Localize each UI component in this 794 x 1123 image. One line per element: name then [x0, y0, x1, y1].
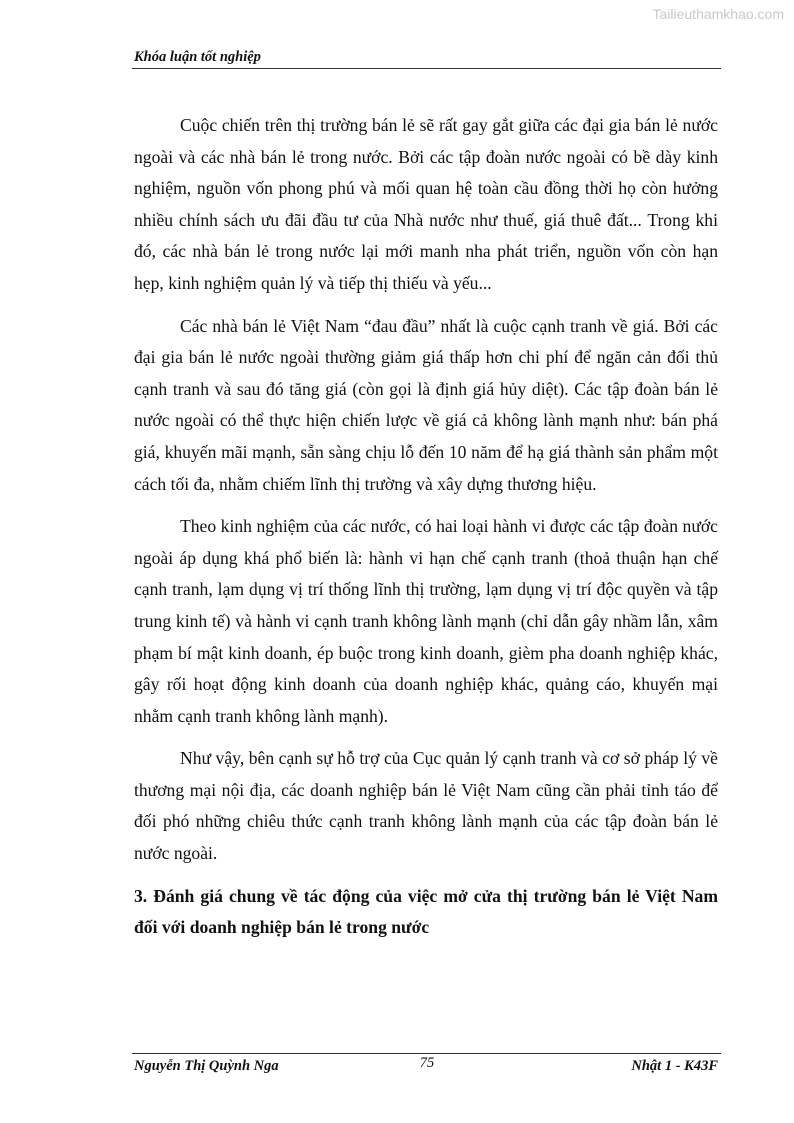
- document-body: [134, 110, 718, 944]
- footer-divider: [132, 1053, 721, 1054]
- page-number: 75: [419, 1055, 435, 1071]
- footer-class: Nhật 1 - K43F: [631, 1058, 718, 1074]
- watermark: Tailieuthamkhao.com: [652, 6, 784, 22]
- paragraph: Như vậy, bên cạnh sự hỗ trợ của Cục quản lý cạnh tranh và cơ sở pháp lý về thương mại nội địa, các doanh nghiệp bán lẻ Việt Nam cũng cần phải tỉnh táo để đối phó những chiêu thức cạnh tranh không lành mạnh của các tập đoàn bán lẻ nước ngoài.: [134, 748, 718, 864]
- paragraph: Các nhà bán lẻ Việt Nam “đau đầu” nhất là cuộc cạnh tranh về giá. Bởi các đại gia bán lẻ nước ngoài thường giảm giá thấp hơn chi phí để ngăn cản đối thủ cạnh tranh và sau đó tăng giá (còn gọi là định giá hủy diệt). Các tập đoàn bán lẻ nước ngoài có thể thực hiện chiến lược về giá cả không lành mạnh như: bán phá giá, khuyến mãi mạnh, sẵn sàng chịu lỗ đến 10 năm để hạ giá thành sản phẩm một cách tối đa, nhằm chiếm lĩnh thị trường và xây dựng thương hiệu.: [134, 315, 718, 494]
- paragraph: Cuộc chiến trên thị trường bán lẻ sẽ rất gay gắt giữa các đại gia bán lẻ nước ngoài và các nhà bán lẻ trong nước. Bởi các tập đoàn nước ngoài có bề dày kinh nghiệm, nguồn vốn phong phú và mối quan hệ toàn cầu đồng thời họ còn hưởng nhiều chính sách ưu đãi đầu tư của Nhà nước như thuế, giá thuê đất... Trong khi đó, các nhà bán lẻ trong nước lại mới manh nha phát triển, nguồn vốn còn hạn hẹp, kinh nghiệm quản lý và tiếp thị thiếu và yếu...: [134, 115, 718, 293]
- paragraph: Theo kinh nghiệm của các nước, có hai loại hành vi được các tập đoàn nước ngoài áp dụng khá phổ biến là: hành vi hạn chế cạnh tranh (thoả thuận hạn chế cạnh tranh, lạm dụng vị trí thống lĩnh thị trường, lạm dụng vị trí độc quyền và tập trung kinh tế) và hành vi cạnh tranh không lành mạnh (chỉ dẫn gây nhầm lẫn, xâm phạm bí mật kinh doanh, ép buộc trong kinh doanh, gièm pha doanh nghiệp khác, gây rối hoạt động kinh doanh của doanh nghiệp khác, quảng cáo, khuyến mại nhằm cạnh tranh không lành mạnh).: [134, 516, 718, 726]
- header-title: Khóa luận tốt nghiệp: [134, 49, 261, 65]
- header-divider: [132, 68, 721, 69]
- section-heading: 3. Đánh giá chung về tác động của việc mở cửa thị trường bán lẻ Việt Nam đối với doanh nghiệp bán lẻ trong nước: [134, 885, 718, 938]
- footer-author: Nguyễn Thị Quỳnh Nga: [134, 1058, 279, 1074]
